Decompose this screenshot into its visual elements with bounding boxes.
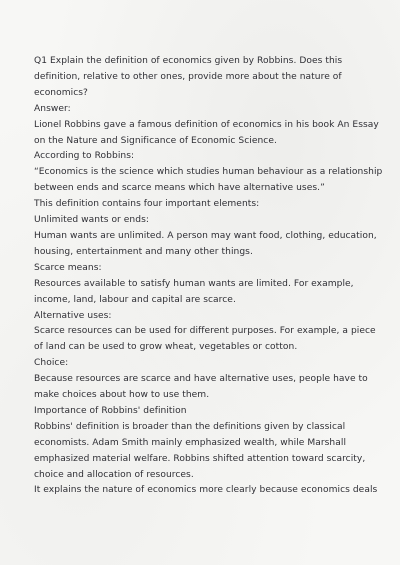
subheading-scarce-means: Scarce means: bbox=[34, 262, 102, 273]
question-line-3: economics? bbox=[34, 87, 88, 98]
text-line: Scarce resources can be used for different purposes. For example, a piece bbox=[34, 326, 376, 337]
text-line: Human wants are unlimited. A person may want food, clothing, education, bbox=[34, 230, 377, 241]
text-line: This definition contains four important elements: bbox=[34, 199, 260, 210]
text-line: Robbins' definition is broader than the definitions given by classical bbox=[34, 421, 346, 432]
text-line: income, land, labour and capital are scarce. bbox=[34, 294, 236, 305]
text-line: According to Robbins: bbox=[34, 151, 135, 162]
text-line: It explains the nature of economics more clearly because economics deals bbox=[34, 485, 378, 496]
text-line: of land can be used to grow wheat, vegetables or cotton. bbox=[34, 342, 298, 353]
text-line: emphasized material welfare. Robbins shifted attention toward scarcity, bbox=[34, 453, 366, 464]
quote-line: “Economics is the science which studies human behaviour as a relationship bbox=[34, 167, 383, 178]
text-line: make choices about how to use them. bbox=[34, 390, 210, 401]
quote-line: between ends and scarce means which have alternative uses.” bbox=[34, 183, 325, 194]
subheading-alternative-uses: Alternative uses: bbox=[34, 310, 112, 321]
text-line: housing, entertainment and many other things. bbox=[34, 246, 253, 257]
text-line: Resources available to satisfy human wants are limited. For example, bbox=[34, 278, 354, 289]
text-line: on the Nature and Significance of Economic Science. bbox=[34, 135, 277, 146]
text-line: choice and allocation of resources. bbox=[34, 469, 194, 480]
text-line: Because resources are scarce and have alternative uses, people have to bbox=[34, 374, 368, 385]
subheading-choice: Choice: bbox=[34, 358, 69, 369]
question-line-1: Q1 Explain the definition of economics given by Robbins. Does this bbox=[34, 56, 343, 66]
answer-heading: Answer: bbox=[34, 103, 71, 114]
text-line: Lionel Robbins gave a famous definition of economics in his book An Essay bbox=[34, 119, 379, 130]
subheading-unlimited-wants: Unlimited wants or ends: bbox=[34, 215, 149, 226]
subheading-importance: Importance of Robbins' definition bbox=[34, 405, 187, 416]
text-line: economists. Adam Smith mainly emphasized wealth, while Marshall bbox=[34, 437, 347, 448]
question-line-2: definition, relative to other ones, provide more about the nature of bbox=[34, 71, 342, 82]
